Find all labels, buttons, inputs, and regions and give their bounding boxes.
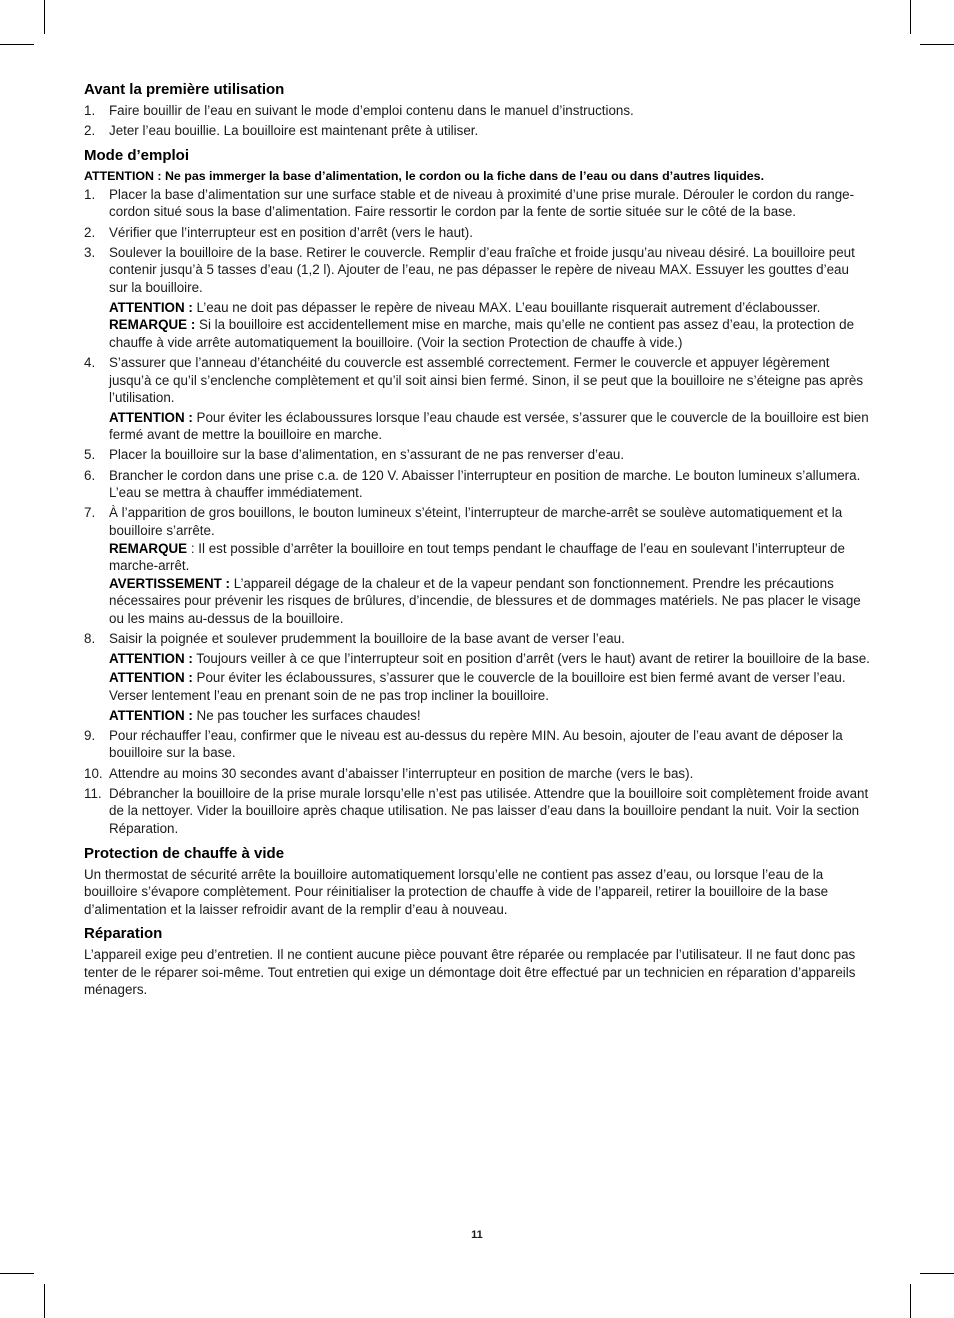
note-text: : Il est possible d’arrêter la bouilloire en tout temps pendant le chauffage de l’eau en soulevant l’interrupteur de marche-arrêt. — [109, 540, 845, 574]
item-number: 1. — [84, 103, 96, 118]
instruction-steps — [84, 186, 870, 838]
list-item — [84, 224, 870, 242]
page-content — [84, 80, 870, 1005]
item-number: 2. — [84, 123, 96, 139]
list-item — [84, 244, 870, 352]
list-item — [84, 467, 870, 502]
note-label: ATTENTION : — [109, 299, 193, 315]
item-text: À l’apparition de gros bouillons, le bouton lumineux s’éteint, l’interrupteur de marche-arrêt se soulève automatiquement et la bouilloire s’arrête. — [109, 505, 843, 539]
crop-mark — [910, 0, 911, 34]
item-number: 1. — [84, 186, 96, 202]
list-item — [84, 727, 870, 762]
crop-mark — [0, 1273, 34, 1274]
note — [109, 316, 870, 351]
crop-mark — [44, 1284, 45, 1318]
note — [109, 669, 870, 704]
list-item — [84, 102, 870, 120]
item-text: Brancher le cordon dans une prise c.a. de 120 V. Abaisser l’interrupteur en position de marche. Le bouton lumineux s’allumera. L’eau se mettra à chauffer immédiatement. — [109, 467, 861, 501]
note-label: AVERTISSEMENT : — [109, 575, 231, 591]
section-title: Protection de chauffe à vide — [84, 844, 285, 862]
note-text: Pour éviter les éclaboussures lorsque l’eau chaude est versée, s’assurer que le couvercle de la bouilloire est bien fermé avant de mettre la bouilloire en marche. — [109, 409, 869, 443]
item-text: Pour réchauffer l’eau, confirmer que le niveau est au-dessus du repère MIN. Au besoin, ajouter de l’eau avant de déposer la bouilloire sur la base. — [109, 727, 843, 761]
item-number: 11. — [84, 785, 102, 801]
note-label: ATTENTION : — [109, 670, 193, 686]
item-text: Placer la base d’alimentation sur une surface stable et de niveau à proximité d’une prise murale. Dérouler le cordon du range-cordon situé sous la base d’alimentation. Faire ressortir le cordon par la fente de sortie située sur le côté de la base. — [109, 186, 855, 220]
list-item — [84, 186, 870, 221]
item-number: 3. — [84, 244, 96, 260]
note-text: Si la bouilloire est accidentellement mise en marche, mais qu’elle ne contient pas assez d’eau, la protection de chauffe à vide arrête automatiquement la bouilloire. (Voir la section Protection de chauffe à vide.) — [109, 317, 855, 350]
item-text: Placer la bouilloire sur la base d’alimentation, en s’assurant de ne pas renverser d’eau. — [109, 447, 625, 463]
note — [109, 575, 870, 628]
list-item — [84, 446, 870, 464]
item-text: Vérifier que l’interrupteur est en position d’arrêt (vers le haut). — [109, 224, 473, 240]
item-number: 2. — [84, 224, 96, 240]
section-instructions — [84, 146, 870, 838]
section-title: Mode d’emploi — [84, 146, 189, 164]
list-item — [84, 122, 870, 140]
paragraph: Un thermostat de sécurité arrête la bouilloire automatiquement lorsqu’elle ne contient pas assez d’eau, ou lorsque l’eau de la bouilloire s’évapore complètement. Pour réinitialiser la protection de chauffe à vide de l’appareil, retirer la bouilloire de la base d’alimentation et la laisser refroidir avant de la remplir d’eau à nouveau. — [84, 866, 829, 917]
note-label: ATTENTION : — [109, 650, 193, 666]
note-text: Ne pas toucher les surfaces chaudes! — [192, 707, 421, 723]
crop-mark — [920, 1273, 954, 1274]
note — [109, 299, 870, 317]
list-item — [84, 354, 870, 444]
note-text: L’appareil dégage de la chaleur et de la vapeur pendant son fonctionnement. Prendre les précautions nécessaires pour prévenir les risques de brûlures, d’incendie, de blessures et de dommages matériels. Ne pas placer le visage ou les mains au-dessus de la bouilloire. — [109, 575, 861, 626]
note-label: REMARQUE : — [109, 317, 196, 333]
item-number: 8. — [84, 631, 96, 647]
item-number: 4. — [84, 354, 96, 370]
item-number: 6. — [84, 467, 96, 483]
note-label: ATTENTION : — [109, 707, 193, 723]
note — [109, 650, 870, 668]
note-label: ATTENTION : — [109, 409, 193, 425]
note — [109, 409, 870, 444]
item-text: Débrancher la bouilloire de la prise murale lorsqu’elle n’est pas utilisée. Attendre que la bouilloire soit complètement froide avant de la nettoyer. Vider la bouilloire après chaque utilisation. Ne pas laisser d’eau dans la bouilloire pendant la nuit. Voir la section Réparation. — [109, 785, 869, 836]
crop-mark — [0, 44, 34, 45]
paragraph: L’appareil exige peu d’entretien. Il ne contient aucune pièce pouvant être réparée ou remplacée par l’utilisateur. Il ne faut donc pas tenter de le réparer soi-même. Tout entretien qui exige un démontage doit être effectué par un technicien en réparation d’appareils ménagers. — [84, 947, 856, 998]
section-title: Avant la première utilisation — [84, 81, 285, 98]
warning-text: ATTENTION : Ne pas immerger la base d’alimentation, le cordon ou la fiche dans de l’eau ou dans d’autres liquides. — [84, 168, 765, 183]
list-item — [84, 630, 870, 724]
note — [109, 540, 870, 575]
list-item — [84, 785, 870, 838]
note-text: L’eau ne doit pas dépasser le repère de niveau MAX. L’eau bouillante risquerait autrement d’éclabousser. — [192, 299, 821, 315]
item-text: Attendre au moins 30 secondes avant d’abaisser l’interrupteur en position de marche (vers le bas). — [109, 765, 694, 781]
note — [109, 707, 870, 725]
item-number: 5. — [84, 447, 96, 463]
list-item — [84, 504, 870, 627]
item-number: 10. — [84, 765, 103, 781]
page-number: 11 — [471, 1229, 483, 1241]
crop-mark — [910, 1284, 911, 1318]
item-number: 7. — [84, 505, 96, 521]
section-repair — [84, 924, 870, 999]
item-text: S’assurer que l’anneau d’étanchéité du couvercle est assemblé correctement. Fermer le couvercle et appuyer légèrement jusqu’à ce qu’il s’enclenche complètement et qu’il soit ainsi bien fermé. Sinon, il se peut que la bouilloire ne s’éteigne pas après l’utilisation. — [109, 354, 864, 406]
section-first-use — [84, 80, 870, 140]
item-text: Jeter l’eau bouillie. La bouilloire est maintenant prête à utiliser. — [109, 123, 479, 139]
list-item — [84, 765, 870, 783]
section-title: Réparation — [84, 925, 163, 943]
note-text: Toujours veiller à ce que l’interrupteur soit en position d’arrêt (vers le haut) avant de retirer la bouilloire de la base. — [192, 650, 870, 666]
note-text: Pour éviter les éclaboussures, s’assurer que le couvercle de la bouilloire est bien fermé avant de verser l’eau. Verser lentement l’eau en prenant soin de ne pas trop incliner la bouilloire. — [109, 670, 846, 703]
section-dry-boil-protection — [84, 844, 870, 919]
item-text: Faire bouillir de l’eau en suivant le mode d’emploi contenu dans le manuel d’instructions. — [109, 103, 634, 118]
item-number: 9. — [84, 727, 96, 743]
note-label: REMARQUE — [109, 540, 188, 556]
crop-mark — [920, 44, 954, 45]
item-text: Saisir la poignée et soulever prudemment la bouilloire de la base avant de verser l’eau. — [109, 631, 625, 647]
first-use-steps — [84, 102, 870, 140]
item-text: Soulever la bouilloire de la base. Retirer le couvercle. Remplir d’eau fraîche et froide jusqu’au niveau désiré. La bouilloire peut contenir jusqu’à 5 tasses d’eau (1,2 l). Ajouter de l’eau, ne pas dépasser le repère de niveau MAX. Essuyer les gouttes d’eau sur la bouilloire. — [109, 244, 855, 295]
crop-mark — [44, 0, 45, 34]
